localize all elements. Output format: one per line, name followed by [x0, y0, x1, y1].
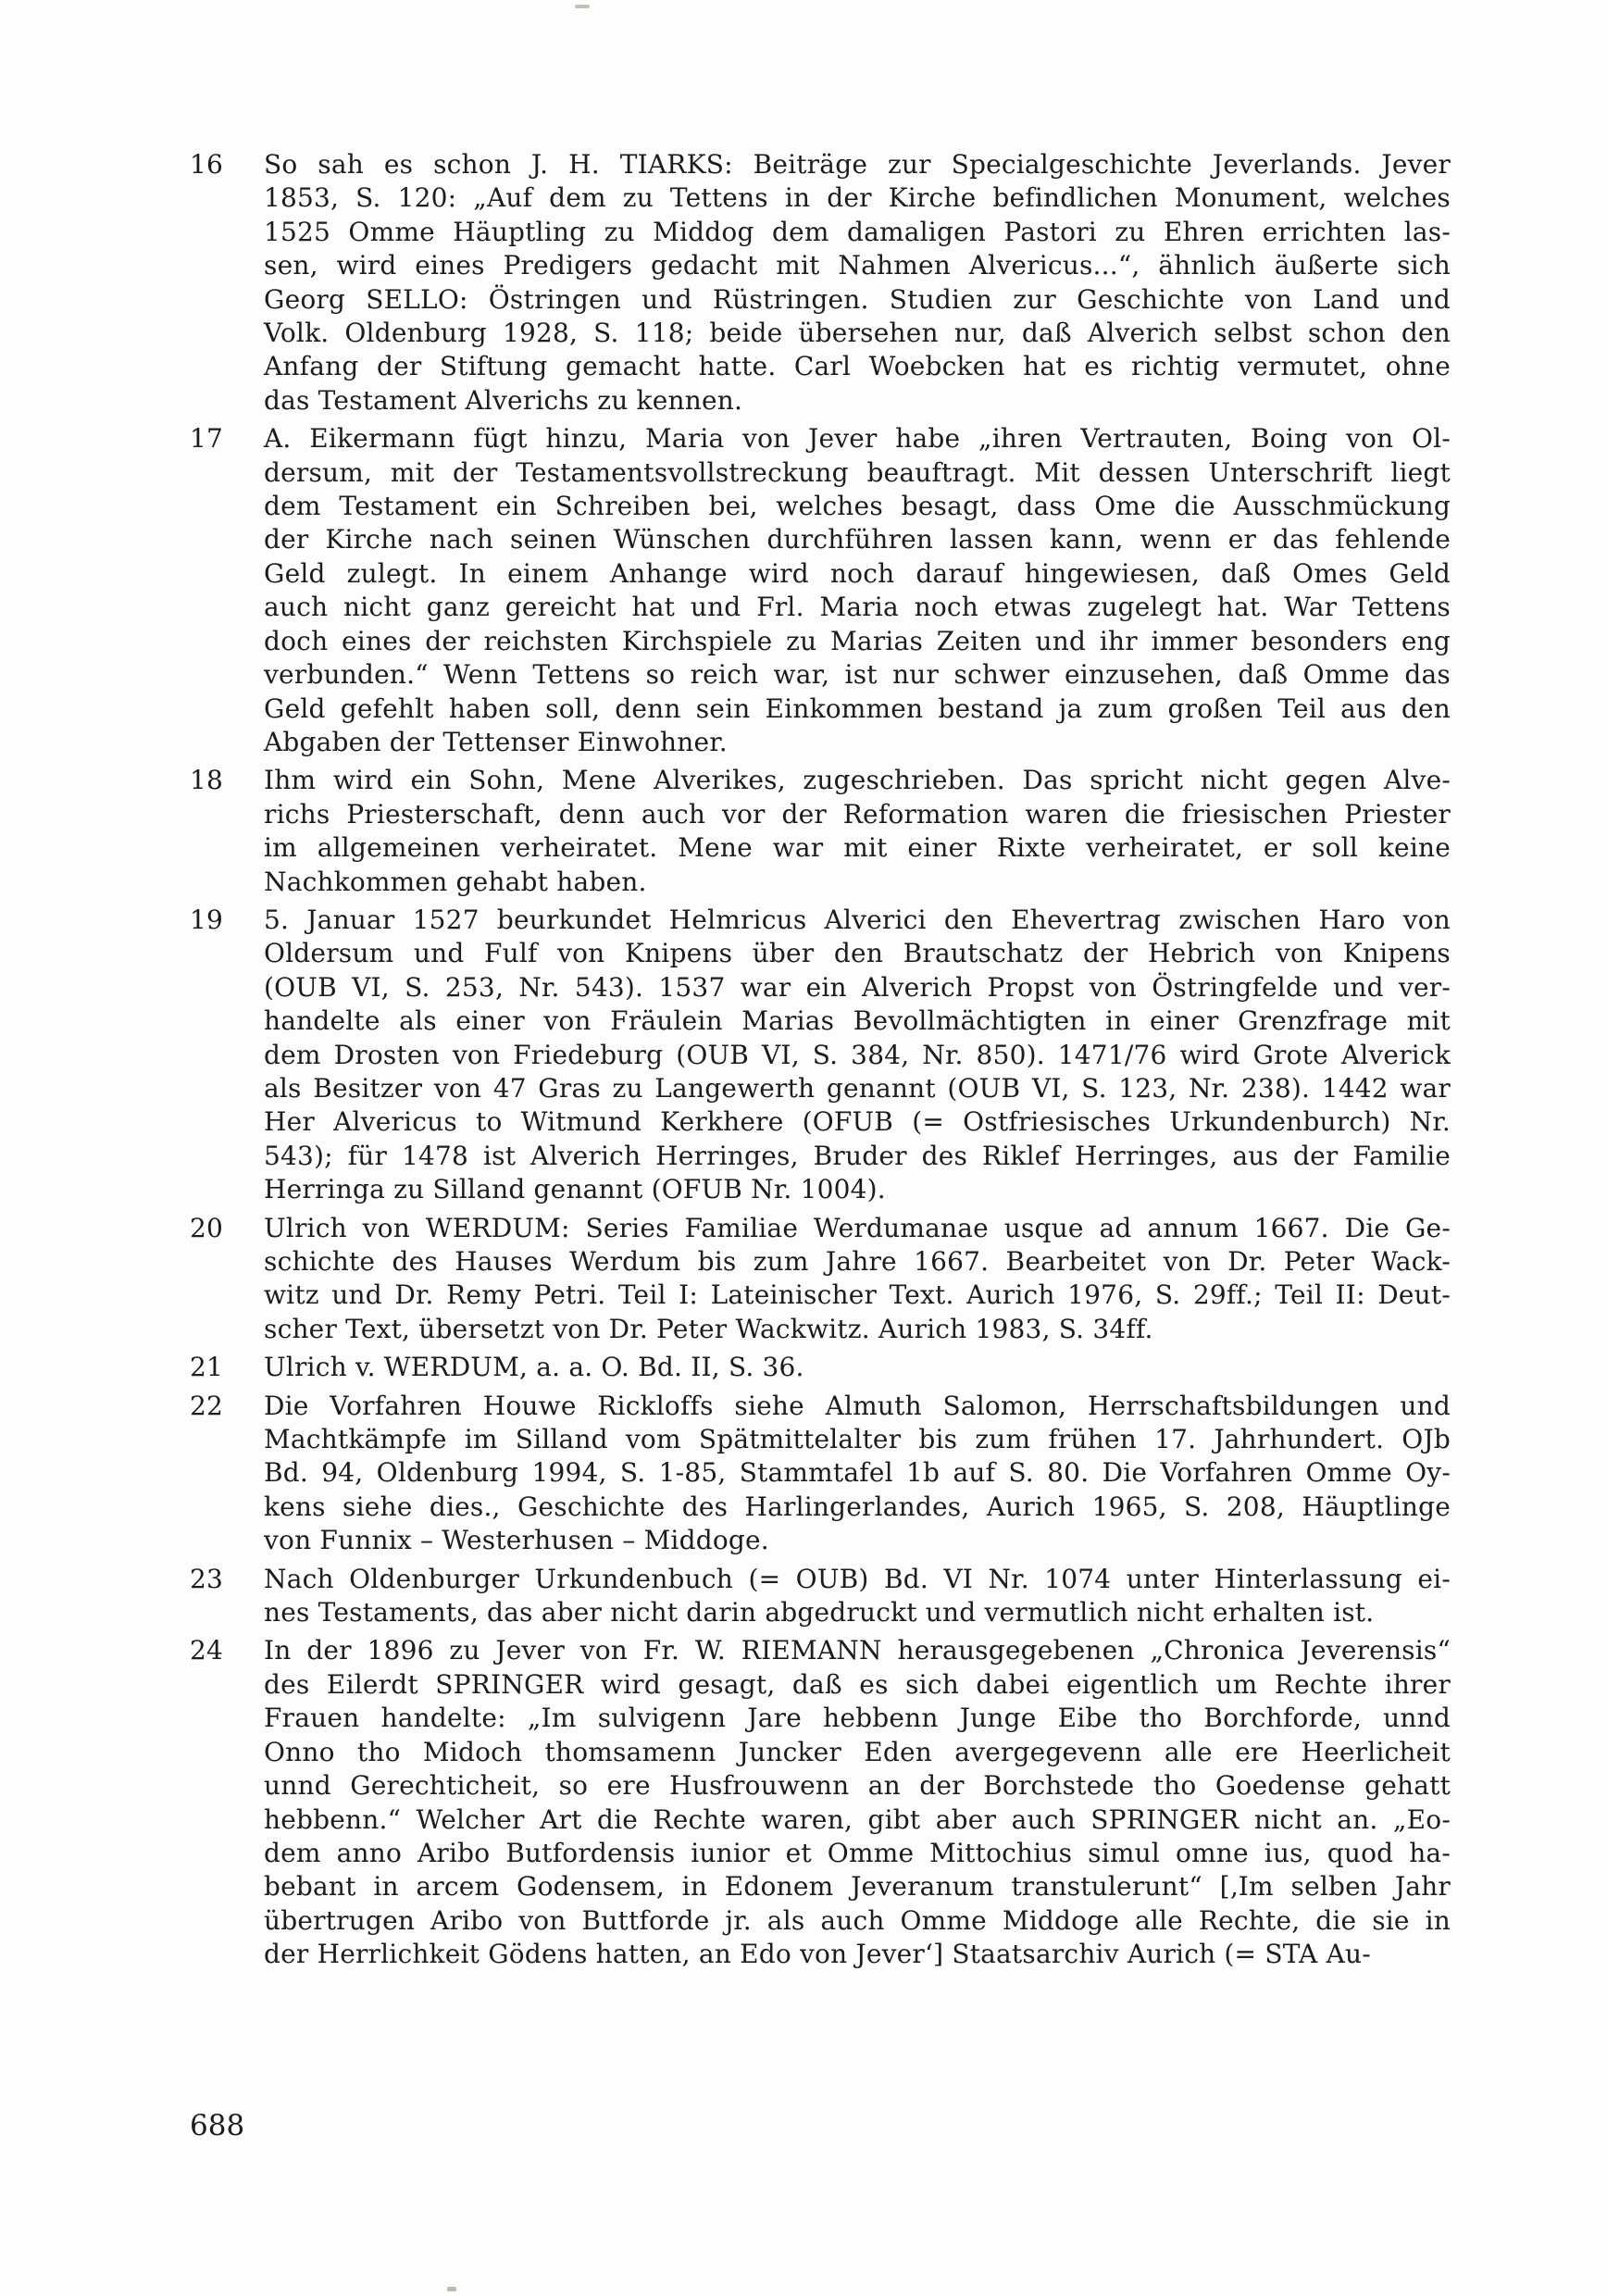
footnote-number: 21: [190, 1352, 224, 1383]
scan-artifact-bottom: [447, 2287, 456, 2291]
footnote-line: Herringa zu Silland genannt (OFUB Nr. 1004).: [264, 1174, 886, 1205]
scan-artifact-top: [575, 5, 590, 8]
footnote-text: [264, 1351, 1451, 1384]
footnote-text: [264, 1212, 1451, 1347]
footnote-text: [264, 422, 1451, 759]
footnote-item: [190, 1351, 1451, 1384]
footnote-line: Oldersum und Fulf von Knipens über den Brautschatz der Hebrich von Knipens: [264, 938, 1451, 969]
footnote-line: (OUB VI, S. 253, Nr. 543). 1537 war ein Alverich Propst von Östringfelde und ver-: [264, 971, 1451, 1003]
footnote-line: A. Eikermann fügt hinzu, Maria von Jever habe „ihren Vertrauten, Boing von Ol-: [264, 423, 1451, 455]
footnote-line: scher Text, übersetzt von Dr. Peter Wackwitz. Aurich 1983, S. 34ff.: [264, 1313, 1153, 1344]
footnote-text: [264, 1563, 1451, 1630]
footnote-line: dem anno Aribo Butfordensis iunior et Omme Mittochius simul omne ius, quod ha-: [264, 1837, 1451, 1868]
footnote-line: nes Testaments, das aber nicht darin abgedruckt und vermutlich nicht erhalten ist.: [264, 1597, 1375, 1628]
footnote-line: auch nicht ganz gereicht hat und Frl. Maria noch etwas zugelegt hat. War Tettens: [264, 592, 1451, 623]
footnote-line: als Besitzer von 47 Gras zu Langewerth genannt (OUB VI, S. 123, Nr. 238). 1442 war: [264, 1072, 1451, 1104]
footnote-line: Nach Oldenburger Urkundenbuch (= OUB) Bd. VI Nr. 1074 unter Hinterlassung ei-: [264, 1563, 1451, 1594]
page-number: 688: [190, 2109, 245, 2142]
footnote-line: des Eilerdt SPRINGER wird gesagt, daß es sich dabei eigentlich um Rechte ihrer: [264, 1668, 1451, 1700]
footnote-line: Nachkommen gehabt haben.: [264, 866, 647, 897]
footnote-number: 17: [190, 423, 224, 455]
footnote-number: 22: [190, 1390, 224, 1421]
footnote-item: [190, 764, 1451, 899]
footnote-text: [264, 1634, 1451, 1971]
footnote-text: [264, 764, 1451, 899]
footnote-line: Geld zulegt. In einem Anhange wird noch darauf hingewiesen, daß Omes Geld: [264, 557, 1451, 589]
footnote-item: [190, 904, 1451, 1207]
footnote-line: Ihm wird ein Sohn, Mene Alverikes, zugeschrieben. Das spricht nicht gegen Alve-: [264, 765, 1451, 796]
footnote-line: sen, wird eines Predigers gedacht mit Nahmen Alvericus...“, ähnlich äußerte sich: [264, 250, 1451, 281]
footnote-line: verbunden.“ Wenn Tettens so reich war, ist nur schwer einzusehen, daß Omme das: [264, 659, 1451, 691]
footnote-item: [190, 148, 1451, 418]
footnote-line: In der 1896 zu Jever von Fr. W. RIEMANN herausgegebenen „Chronica Jeverensis“: [264, 1635, 1451, 1666]
footnote-item: [190, 422, 1451, 759]
footnote-line: Geld gefehlt haben soll, denn sein Einkommen bestand ja zum großen Teil aus den: [264, 693, 1451, 724]
footnote-line: Onno tho Midoch thomsamenn Juncker Eden avergegevenn alle ere Heerlicheit: [264, 1736, 1451, 1767]
footnote-line: der Kirche nach seinen Wünschen durchführen lassen kann, wenn er das fehlende: [264, 524, 1451, 555]
footnote-number: 20: [190, 1212, 224, 1243]
footnote-line: Ulrich von WERDUM: Series Familiae Werdumanae usque ad annum 1667. Die Ge-: [264, 1212, 1451, 1243]
footnote-line: handelte als einer von Fräulein Marias Bevollmächtigten in einer Grenzfrage mit: [264, 1005, 1451, 1037]
footnotes-list: [190, 148, 1451, 1977]
footnote-line: der Herrlichkeit Gödens hatten, an Edo von Jever‘] Staatsarchiv Aurich (= STA Au-: [264, 1939, 1371, 1970]
footnote-line: kens siehe dies., Geschichte des Harlingerlandes, Aurich 1965, S. 208, Häuptlinge: [264, 1491, 1451, 1522]
footnote-line: bebant in arcem Godensem, in Edonem Jeveranum transtulerunt“ [‚Im selben Jahr: [264, 1871, 1451, 1903]
footnote-line: dersum, mit der Testamentsvollstreckung beauftragt. Mit dessen Unterschrift liegt: [264, 456, 1451, 488]
footnote-text: [264, 904, 1451, 1207]
footnote-line: dem Drosten von Friedeburg (OUB VI, S. 384, Nr. 850). 1471/76 wird Grote Alverick: [264, 1039, 1451, 1070]
footnote-number: 19: [190, 904, 224, 935]
footnote-number: 23: [190, 1563, 224, 1594]
footnote-line: richs Priesterschaft, denn auch vor der Reformation waren die friesischen Priester: [264, 798, 1451, 830]
footnote-line: dem Testament ein Schreiben bei, welches besagt, dass Ome die Ausschmückung: [264, 491, 1451, 522]
footnote-number: 18: [190, 765, 224, 796]
footnote-line: schichte des Hauses Werdum bis zum Jahre 1667. Bearbeitet von Dr. Peter Wack-: [264, 1246, 1451, 1277]
footnote-line: Die Vorfahren Houwe Rickloffs siehe Almuth Salomon, Herrschaftsbildungen und: [264, 1390, 1451, 1421]
footnote-line: Volk. Oldenburg 1928, S. 118; beide übersehen nur, daß Alverich selbst schon den: [264, 318, 1451, 349]
footnote-number: 16: [190, 149, 224, 180]
footnote-line: Ulrich v. WERDUM, a. a. O. Bd. II, S. 36.: [264, 1352, 804, 1383]
footnote-line: Bd. 94, Oldenburg 1994, S. 1-85, Stammtafel 1b auf S. 80. Die Vorfahren Omme Oy-: [264, 1457, 1451, 1489]
footnote-number: 24: [190, 1635, 224, 1666]
footnote-line: 1525 Omme Häuptling zu Middog dem damaligen Pastori zu Ehren errichten las-: [264, 216, 1451, 247]
footnote-line: unnd Gerechticheit, so ere Husfrouwenn an der Borchstede tho Goedense gehatt: [264, 1770, 1451, 1802]
footnote-text: [264, 1390, 1451, 1558]
footnote-line: 5. Januar 1527 beurkundet Helmricus Alverici den Ehevertrag zwischen Haro von: [264, 904, 1451, 935]
footnote-line: 543); für 1478 ist Alverich Herringes, Bruder des Riklef Herringes, aus der Familie: [264, 1140, 1451, 1171]
footnote-line: Abgaben der Tettenser Einwohner.: [264, 726, 728, 757]
footnote-line: Georg SELLO: Östringen und Rüstringen. Studien zur Geschichte von Land und: [264, 283, 1451, 315]
footnote-line: So sah es schon J. H. TIARKS: Beiträge zur Specialgeschichte Jeverlands. Jever: [264, 149, 1451, 180]
footnote-item: [190, 1212, 1451, 1347]
footnote-text: [264, 148, 1451, 418]
footnote-line: im allgemeinen verheiratet. Mene war mit einer Rixte verheiratet, er soll keine: [264, 832, 1451, 864]
footnote-line: Her Alvericus to Witmund Kerkhere (OFUB (= Ostfriesisches Urkundenburch) Nr.: [264, 1106, 1451, 1138]
footnote-line: witz und Dr. Remy Petri. Teil I: Lateinischer Text. Aurich 1976, S. 29ff.; Teil II: Deut-: [264, 1279, 1451, 1311]
footnote-line: von Funnix – Westerhusen – Middoge.: [264, 1525, 769, 1556]
footnote-item: [190, 1563, 1451, 1630]
footnote-item: [190, 1390, 1451, 1558]
footnote-line: Machtkämpfe im Silland vom Spätmittelalter bis zum frühen 17. Jahrhundert. OJb: [264, 1424, 1451, 1455]
footnote-line: das Testament Alverichs zu kennen.: [264, 384, 743, 416]
footnote-line: Frauen handelte: „Im sulvigenn Jare hebbenn Junge Eibe tho Borchforde, unnd: [264, 1703, 1451, 1734]
footnote-line: 1853, S. 120: „Auf dem zu Tettens in der Kirche befindlichen Monument, welches: [264, 182, 1451, 214]
footnote-line: hebbenn.“ Welcher Art die Rechte waren, gibt aber auch SPRINGER nicht an. „Eo-: [264, 1803, 1451, 1835]
footnote-line: Anfang der Stiftung gemacht hatte. Carl Woebcken hat es richtig vermutet, ohne: [264, 351, 1451, 382]
footnote-line: übertrugen Aribo von Buttforde jr. als auch Omme Middoge alle Rechte, die sie in: [264, 1904, 1451, 1936]
footnote-item: [190, 1634, 1451, 1971]
footnote-line: doch eines der reichsten Kirchspiele zu Marias Zeiten und ihr immer besonders eng: [264, 625, 1451, 656]
